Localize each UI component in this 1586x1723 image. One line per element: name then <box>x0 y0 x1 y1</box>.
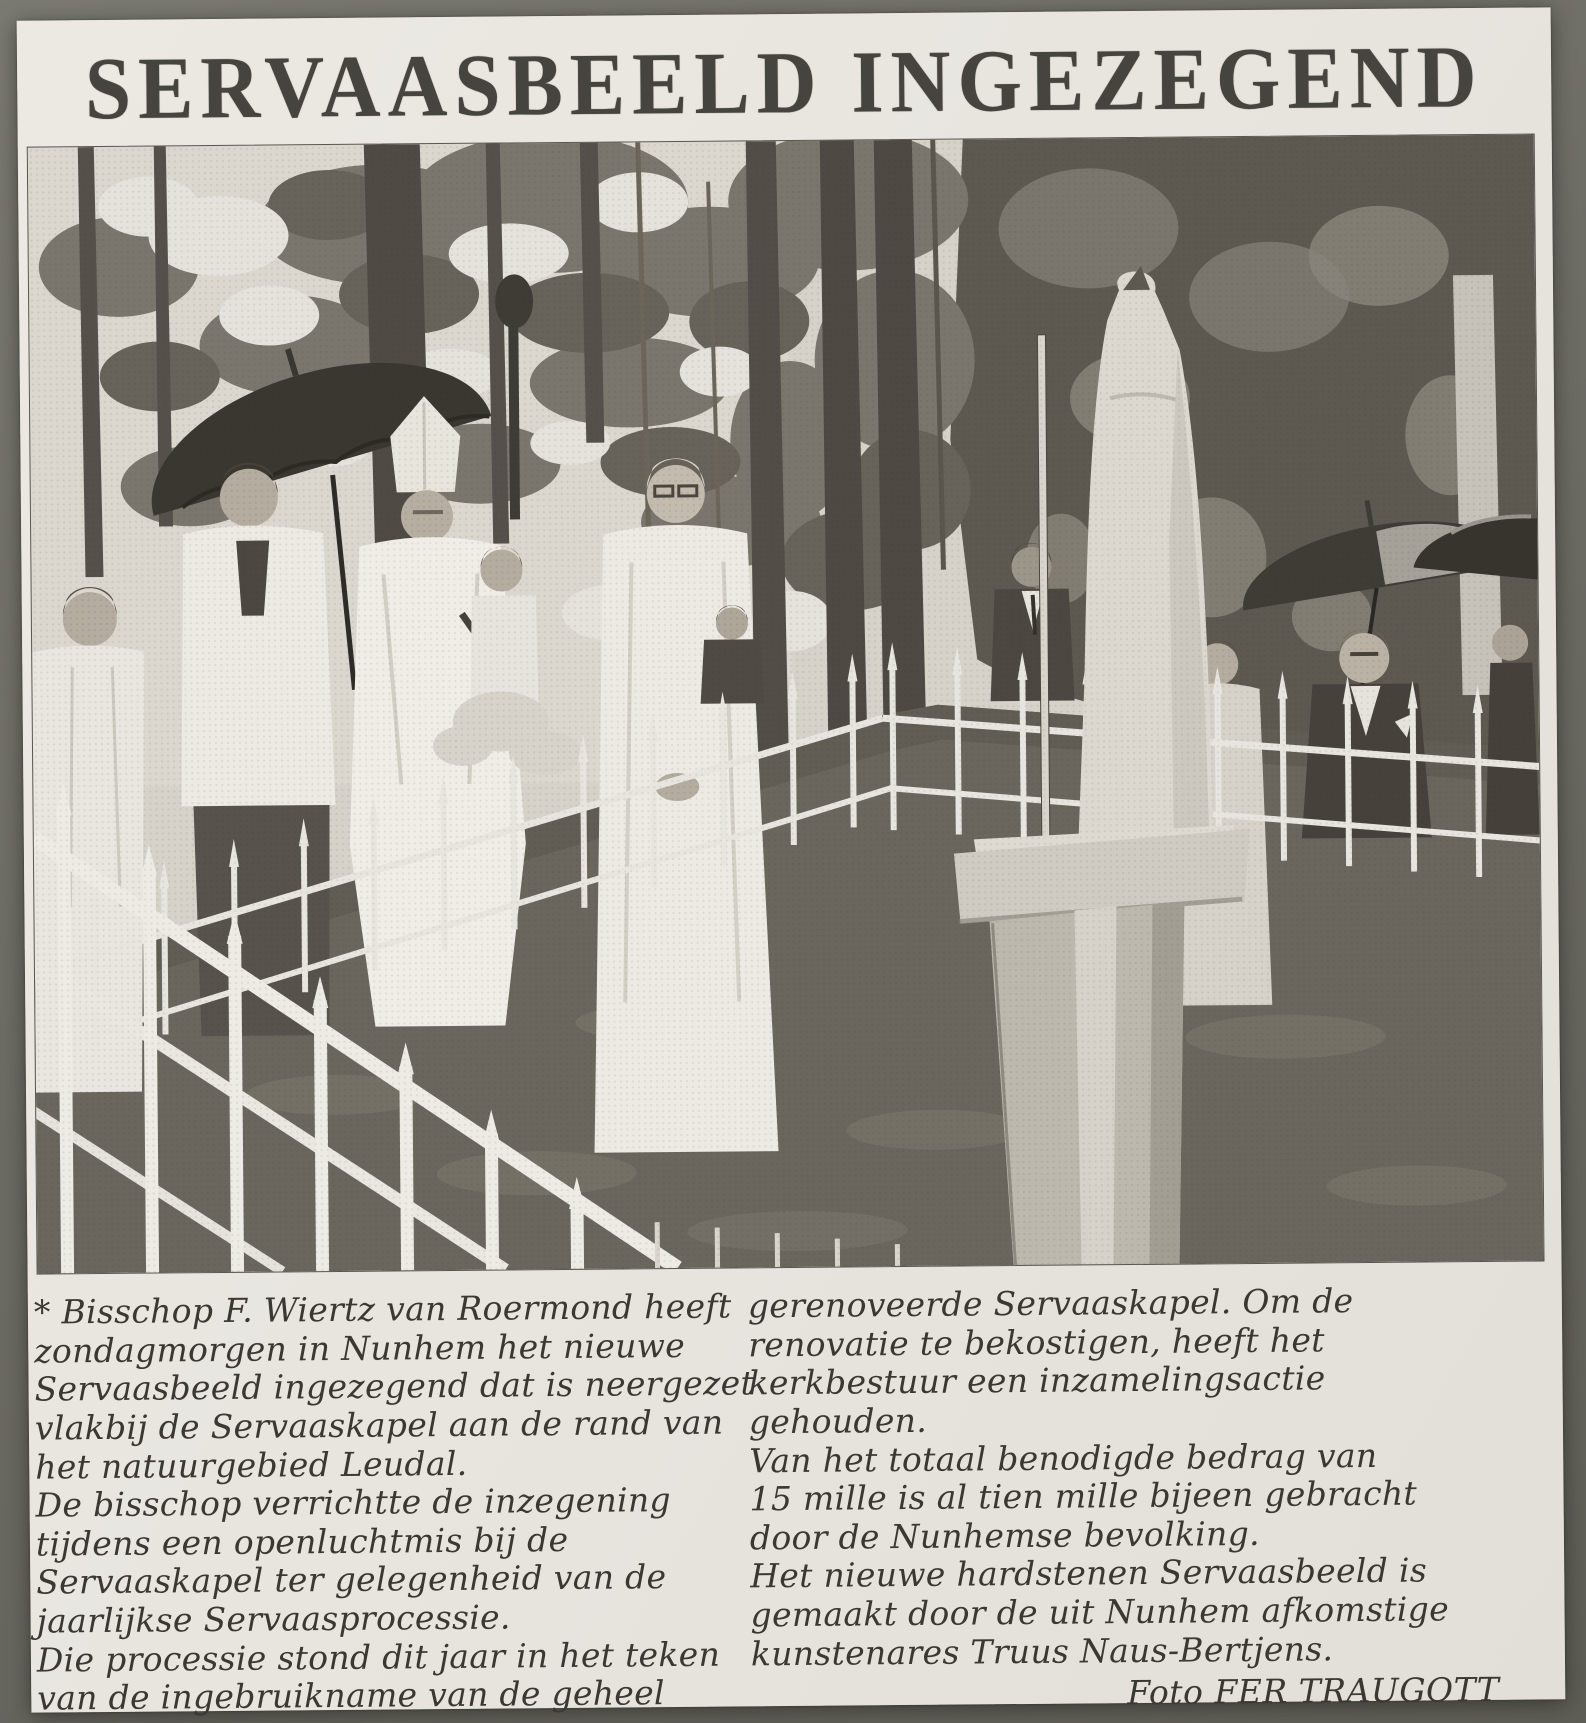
caption-line: Die processie stond dit jaar in het teken <box>36 1634 721 1680</box>
caption-line: Van het totaal benodigde bedrag van <box>749 1435 1378 1481</box>
caption-line: Het nieuwe hardstenen Servaasbeeld is <box>750 1550 1428 1596</box>
caption-column-right <box>748 1281 1560 1717</box>
caption-line: Servaaskapel ter gelegenheid van de <box>36 1557 667 1603</box>
caption-line: jaarlijkse Servaasprocessie. <box>36 1597 511 1641</box>
caption-line: kerkbestuur een inzamelingsactie <box>748 1358 1326 1403</box>
photo-illustration <box>28 135 1544 1274</box>
newspaper-clipping <box>17 7 1566 1718</box>
photo-credit: Foto FER TRAUGOTT <box>1127 1670 1500 1713</box>
caption-line: De bisschop verrichtte de inzegening <box>35 1480 672 1525</box>
caption-line: Servaasbeeld ingezegend dat is neergezet <box>34 1363 755 1410</box>
caption-line: renovatie te bekostigen, heeft het <box>748 1320 1325 1365</box>
caption-line: kunstenares Truus Naus-Bertjens. <box>750 1628 1334 1673</box>
photo <box>28 135 1544 1274</box>
caption-line: zondagmorgen in Nunhem het nieuwe <box>34 1325 686 1371</box>
caption-line: tijdens een openluchtmis bij de <box>35 1519 569 1564</box>
caption-line: gerenoveerde Servaaskapel. Om de <box>747 1281 1354 1326</box>
caption-line: vlakbij de Servaaskapel aan de rand van <box>34 1402 724 1448</box>
halftone-overlay <box>28 135 1544 1274</box>
caption-line: gehouden. <box>748 1400 928 1442</box>
caption-line: * Bisschop F. Wiertz van Roermond heeft <box>33 1286 732 1332</box>
caption <box>34 1281 1560 1723</box>
caption-line: door de Nunhemse bevolking. <box>749 1513 1260 1558</box>
caption-line: het natuurgebied Leudal. <box>35 1443 468 1487</box>
headline: SERVAASBEELD INGEZEGEND <box>84 27 1484 138</box>
caption-line: 15 mille is al tien mille bijeen gebracht <box>749 1473 1418 1519</box>
caption-line: van de ingebruikname van de geheel <box>37 1673 665 1718</box>
caption-column-left <box>33 1286 755 1722</box>
caption-line: gemaakt door de uit Nunhem afkomstige <box>750 1589 1450 1635</box>
